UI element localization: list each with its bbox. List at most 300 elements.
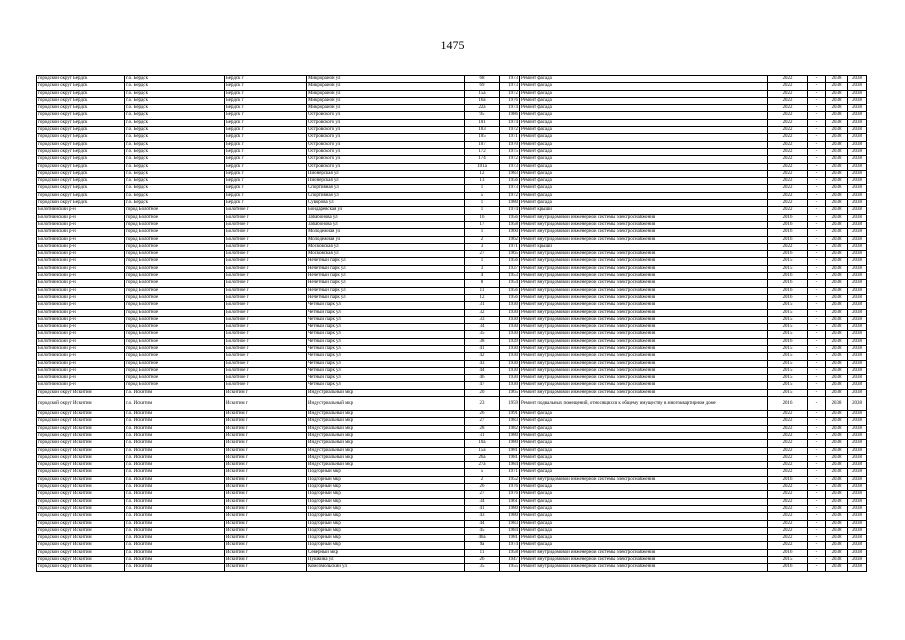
cell-settlement: город Болотное	[125, 243, 225, 250]
cell-settlement: г.о. Бердск	[125, 112, 225, 119]
cell-work-type: Ремонт фасада	[520, 134, 768, 141]
cell-year: 1961	[500, 498, 520, 505]
cell-work-type: Ремонт фасада	[520, 505, 768, 512]
cell-plan-year: 2022	[768, 505, 808, 512]
cell-street: Нечетный парк ул	[307, 273, 465, 280]
cell-end-year: 2038	[848, 236, 867, 243]
cell-start-year: 2038	[826, 97, 848, 104]
cell-settlement: г.о. Искитим	[125, 527, 225, 534]
cell-house: 2	[465, 236, 500, 243]
cell-dash: -	[808, 170, 826, 177]
cell-work-type: Ремонт фасада	[520, 462, 768, 469]
cell-plan-year: 2022	[768, 207, 808, 214]
cell-plan-year: 2015	[768, 345, 808, 352]
cell-house: 13	[465, 178, 500, 185]
cell-street: Индустриальный мкр	[307, 454, 465, 461]
cell-work-type: Ремонт фасада	[520, 425, 768, 432]
cell-locality: Болотное г	[225, 309, 307, 316]
cell-house: 11	[465, 287, 500, 294]
cell-year: 1956	[500, 258, 520, 265]
cell-end-year: 2038	[848, 353, 867, 360]
cell-municipality: городской округ Искитим	[37, 513, 125, 520]
cell-locality: Бердск г	[225, 200, 307, 207]
cell-settlement: город Болотное	[125, 258, 225, 265]
cell-work-type: Ремонт внутридомовой инженерной системы электроснабжения	[520, 375, 768, 382]
cell-house: 28	[465, 425, 500, 432]
cell-plan-year: 2022	[768, 418, 808, 425]
cell-municipality: Болотнинский р-н	[37, 316, 125, 323]
cell-locality: Искитим г	[225, 418, 307, 425]
cell-settlement: город Болотное	[125, 229, 225, 236]
cell-end-year: 2038	[848, 484, 867, 491]
cell-end-year: 2038	[848, 156, 867, 163]
cell-year: 1930	[500, 316, 520, 323]
cell-plan-year: 2016	[768, 287, 808, 294]
cell-dash: -	[808, 418, 826, 425]
cell-dash: -	[808, 156, 826, 163]
cell-dash: -	[808, 273, 826, 280]
cell-start-year: 2038	[826, 251, 848, 258]
cell-house: 9а	[465, 542, 500, 549]
table-row	[37, 134, 867, 141]
cell-street: Молодежная ул	[307, 236, 465, 243]
cell-municipality: городской округ Бердск	[37, 148, 125, 155]
cell-municipality: городской округ Искитим	[37, 462, 125, 469]
table-row	[37, 105, 867, 112]
cell-plan-year: 2015	[768, 302, 808, 309]
cell-settlement: г.о. Искитим	[125, 505, 225, 512]
cell-municipality: городской округ Искитим	[37, 476, 125, 483]
cell-plan-year: 2022	[768, 447, 808, 454]
cell-municipality: городской округ Бердск	[37, 141, 125, 148]
cell-municipality: городской округ Бердск	[37, 127, 125, 134]
cell-start-year: 2038	[826, 513, 848, 520]
cell-start-year: 2038	[826, 119, 848, 126]
cell-end-year: 2038	[848, 432, 867, 439]
cell-year: 1971	[500, 134, 520, 141]
cell-work-type: Ремонт фасада	[520, 418, 768, 425]
cell-year: 1973	[500, 83, 520, 90]
cell-end-year: 2038	[848, 505, 867, 512]
cell-end-year: 2038	[848, 549, 867, 556]
cell-dash: -	[808, 119, 826, 126]
table-row	[37, 156, 867, 163]
cell-settlement: г.о. Искитим	[125, 549, 225, 556]
cell-settlement: г.о. Бердск	[125, 200, 225, 207]
cell-year: 1971	[500, 243, 520, 250]
cell-year: 1930	[500, 302, 520, 309]
cell-settlement: город Болотное	[125, 316, 225, 323]
cell-year: 1976	[500, 484, 520, 491]
cell-end-year: 2038	[848, 411, 867, 418]
cell-municipality: Болотнинский р-н	[37, 360, 125, 367]
cell-start-year: 2038	[826, 564, 848, 571]
cell-year: 1960	[500, 229, 520, 236]
cell-end-year: 2038	[848, 564, 867, 571]
cell-house: 33	[465, 316, 500, 323]
cell-locality: Искитим г	[225, 498, 307, 505]
cell-year: 1952	[500, 476, 520, 483]
cell-year: 1958	[500, 221, 520, 228]
cell-house: 27а	[465, 462, 500, 469]
cell-dash: -	[808, 163, 826, 170]
cell-end-year: 2038	[848, 76, 867, 83]
table-row	[37, 251, 867, 258]
table-row	[37, 236, 867, 243]
cell-street: Комсомольский ул	[307, 564, 465, 571]
cell-dash: -	[808, 251, 826, 258]
cell-plan-year: 2022	[768, 542, 808, 549]
cell-dash: -	[808, 324, 826, 331]
cell-end-year: 2038	[848, 324, 867, 331]
cell-locality: Бердск г	[225, 134, 307, 141]
cell-municipality: Болотнинский р-н	[37, 294, 125, 301]
cell-municipality: городской округ Бердск	[37, 83, 125, 90]
cell-settlement: г.о. Искитим	[125, 564, 225, 571]
cell-settlement: г.о. Искитим	[125, 520, 225, 527]
cell-start-year: 2038	[826, 134, 848, 141]
cell-start-year: 2038	[826, 302, 848, 309]
cell-start-year: 2038	[826, 454, 848, 461]
cell-settlement: г.о. Бердск	[125, 90, 225, 97]
cell-end-year: 2038	[848, 119, 867, 126]
cell-locality: Бердск г	[225, 156, 307, 163]
cell-plan-year: 2022	[768, 105, 808, 112]
cell-settlement: город Болотное	[125, 338, 225, 345]
cell-end-year: 2038	[848, 309, 867, 316]
cell-year: 1947	[500, 557, 520, 564]
cell-start-year: 2038	[826, 375, 848, 382]
cell-year: 1973	[500, 163, 520, 170]
cell-house: 26	[465, 557, 500, 564]
cell-dash: -	[808, 440, 826, 447]
cell-house: 17	[465, 221, 500, 228]
cell-start-year: 2038	[826, 469, 848, 476]
cell-end-year: 2038	[848, 418, 867, 425]
cell-year: 1970	[500, 141, 520, 148]
cell-year: 1962	[500, 236, 520, 243]
cell-work-type: Ремонт крыши	[520, 207, 768, 214]
cell-year: 1983	[500, 418, 520, 425]
cell-locality: Искитим г	[225, 425, 307, 432]
cell-plan-year: 2016	[768, 273, 808, 280]
cell-year: 1980	[500, 505, 520, 512]
cell-work-type: Ремонт фасада	[520, 83, 768, 90]
cell-settlement: г.о. Искитим	[125, 454, 225, 461]
cell-house: 101	[465, 119, 500, 126]
cell-year: 1930	[500, 360, 520, 367]
cell-settlement: город Болотное	[125, 214, 225, 221]
cell-locality: Искитим г	[225, 505, 307, 512]
cell-start-year: 2038	[826, 258, 848, 265]
cell-year: 1971	[500, 469, 520, 476]
cell-municipality: Болотнинский р-н	[37, 375, 125, 382]
cell-dash: -	[808, 353, 826, 360]
cell-dash: -	[808, 432, 826, 439]
cell-dash: -	[808, 367, 826, 374]
cell-end-year: 2038	[848, 389, 867, 396]
cell-plan-year: 2016	[768, 221, 808, 228]
cell-work-type: Ремонт фасада	[520, 119, 768, 126]
cell-street: Нечетный парк ул	[307, 280, 465, 287]
cell-plan-year: 2022	[768, 185, 808, 192]
cell-end-year: 2038	[848, 243, 867, 250]
cell-work-type: Ремонт фасада	[520, 192, 768, 199]
cell-end-year: 2038	[848, 280, 867, 287]
table-row	[37, 331, 867, 338]
cell-house: 27	[465, 251, 500, 258]
table-row	[37, 265, 867, 272]
cell-municipality: городской округ Бердск	[37, 200, 125, 207]
cell-locality: Искитим г	[225, 432, 307, 439]
table-row	[37, 491, 867, 498]
cell-house: 42	[465, 353, 500, 360]
cell-settlement: город Болотное	[125, 294, 225, 301]
cell-end-year: 2038	[848, 382, 867, 389]
cell-house: 1	[465, 229, 500, 236]
cell-start-year: 2038	[826, 367, 848, 374]
table-row	[37, 207, 867, 214]
cell-year: 1930	[500, 309, 520, 316]
cell-municipality: Болотнинский р-н	[37, 382, 125, 389]
cell-start-year: 2038	[826, 527, 848, 534]
cell-settlement: город Болотное	[125, 302, 225, 309]
cell-locality: Болотное г	[225, 207, 307, 214]
cell-street: Индустриальный мкр	[307, 425, 465, 432]
cell-locality: Болотное г	[225, 324, 307, 331]
cell-start-year: 2038	[826, 185, 848, 192]
cell-settlement: г.о. Бердск	[125, 83, 225, 90]
cell-settlement: город Болотное	[125, 273, 225, 280]
cell-locality: Болотное г	[225, 375, 307, 382]
cell-locality: Болотное г	[225, 302, 307, 309]
cell-locality: Болотное г	[225, 294, 307, 301]
cell-end-year: 2038	[848, 200, 867, 207]
cell-work-type: Ремонт внутридомовой инженерной системы электроснабжения	[520, 265, 768, 272]
cell-start-year: 2038	[826, 105, 848, 112]
cell-street: Северный мкр	[307, 549, 465, 556]
cell-plan-year: 2016	[768, 564, 808, 571]
cell-plan-year: 2022	[768, 491, 808, 498]
cell-dash: -	[808, 549, 826, 556]
cell-work-type: Ремонт внутридомовой инженерной системы электроснабжения	[520, 280, 768, 287]
cell-locality: Болотное г	[225, 221, 307, 228]
cell-municipality: городской округ Бердск	[37, 156, 125, 163]
cell-plan-year: 2015	[768, 309, 808, 316]
cell-plan-year: 2015	[768, 258, 808, 265]
cell-work-type: Ремонт фасада	[520, 527, 768, 534]
cell-house: 44	[465, 367, 500, 374]
table-row	[37, 535, 867, 542]
cell-start-year: 2038	[826, 331, 848, 338]
cell-start-year: 2038	[826, 535, 848, 542]
table-row	[37, 505, 867, 512]
cell-end-year: 2038	[848, 397, 867, 411]
cell-year: 1956	[500, 214, 520, 221]
cell-plan-year: 2022	[768, 141, 808, 148]
cell-year: 1980	[500, 440, 520, 447]
cell-dash: -	[808, 76, 826, 83]
cell-year: 1956	[500, 178, 520, 185]
cell-house: 27	[465, 418, 500, 425]
cell-work-type: Ремонт внутридомовой инженерной системы электроснабжения	[520, 345, 768, 352]
cell-dash: -	[808, 148, 826, 155]
cell-plan-year: 2022	[768, 112, 808, 119]
table-row	[37, 200, 867, 207]
cell-plan-year: 2022	[768, 97, 808, 104]
cell-start-year: 2038	[826, 484, 848, 491]
table-row	[37, 367, 867, 374]
cell-year: 1930	[500, 331, 520, 338]
cell-dash: -	[808, 382, 826, 389]
table-row	[37, 411, 867, 418]
cell-work-type: Ремонт фасада	[520, 105, 768, 112]
cell-start-year: 2038	[826, 382, 848, 389]
cell-street: Индустриальный мкр	[307, 447, 465, 454]
cell-settlement: город Болотное	[125, 251, 225, 258]
cell-locality: Болотное г	[225, 367, 307, 374]
cell-municipality: Болотнинский р-н	[37, 280, 125, 287]
table-row	[37, 221, 867, 228]
cell-dash: -	[808, 375, 826, 382]
cell-street: Подгорный мкр	[307, 520, 465, 527]
cell-locality: Болотное г	[225, 280, 307, 287]
cell-locality: Болотное г	[225, 345, 307, 352]
cell-work-type: Ремонт фасада	[520, 535, 768, 542]
cell-year: 1965	[500, 251, 520, 258]
cell-plan-year: 2022	[768, 134, 808, 141]
cell-house: 43	[465, 360, 500, 367]
cell-year: 1930	[500, 324, 520, 331]
cell-dash: -	[808, 243, 826, 250]
cell-house: 1	[465, 258, 500, 265]
cell-locality: Искитим г	[225, 447, 307, 454]
cell-plan-year: 2015	[768, 360, 808, 367]
cell-dash: -	[808, 447, 826, 454]
cell-locality: Искитим г	[225, 476, 307, 483]
cell-year: 1981	[500, 447, 520, 454]
cell-municipality: городской округ Искитим	[37, 454, 125, 461]
cell-start-year: 2038	[826, 141, 848, 148]
cell-end-year: 2038	[848, 557, 867, 564]
cell-settlement: г.о. Бердск	[125, 178, 225, 185]
cell-plan-year: 2016	[768, 476, 808, 483]
cell-year: 1965	[500, 389, 520, 396]
cell-dash: -	[808, 557, 826, 564]
cell-house: 5	[465, 469, 500, 476]
cell-house: 46а	[465, 535, 500, 542]
cell-house: 26	[465, 484, 500, 491]
cell-house: 105	[465, 134, 500, 141]
cell-settlement: г.о. Бердск	[125, 170, 225, 177]
cell-year: 1974	[500, 207, 520, 214]
cell-year: 1983	[500, 520, 520, 527]
cell-end-year: 2038	[848, 163, 867, 170]
cell-settlement: город Болотное	[125, 331, 225, 338]
cell-start-year: 2038	[826, 549, 848, 556]
cell-house: 45	[465, 527, 500, 534]
cell-locality: Болотное г	[225, 382, 307, 389]
cell-dash: -	[808, 287, 826, 294]
cell-street: Четный парк ул	[307, 331, 465, 338]
cell-year: 1984	[500, 527, 520, 534]
cell-plan-year: 2016	[768, 280, 808, 287]
cell-start-year: 2038	[826, 287, 848, 294]
cell-end-year: 2038	[848, 498, 867, 505]
cell-end-year: 2038	[848, 360, 867, 367]
cell-dash: -	[808, 192, 826, 199]
cell-house: 43	[465, 513, 500, 520]
cell-end-year: 2038	[848, 251, 867, 258]
cell-house: 5	[465, 192, 500, 199]
cell-work-type: Ремонт внутридомовой инженерной системы электроснабжения	[520, 564, 768, 571]
cell-street: Островского ул	[307, 141, 465, 148]
cell-plan-year: 2015	[768, 382, 808, 389]
table-row	[37, 178, 867, 185]
cell-dash: -	[808, 331, 826, 338]
cell-plan-year: 2022	[768, 535, 808, 542]
cell-start-year: 2038	[826, 280, 848, 287]
cell-plan-year: 2015	[768, 389, 808, 396]
cell-year: 1991	[500, 411, 520, 418]
cell-street: Островского ул	[307, 127, 465, 134]
cell-dash: -	[808, 462, 826, 469]
cell-municipality: городской округ Бердск	[37, 105, 125, 112]
cell-settlement: г.о. Бердск	[125, 163, 225, 170]
cell-dash: -	[808, 97, 826, 104]
cell-house: 172	[465, 148, 500, 155]
cell-street: Индустриальный мкр	[307, 397, 465, 411]
table-row	[37, 360, 867, 367]
cell-end-year: 2038	[848, 105, 867, 112]
cell-locality: Искитим г	[225, 397, 307, 411]
cell-work-type: Ремонт фасада	[520, 200, 768, 207]
cell-municipality: Болотнинский р-н	[37, 353, 125, 360]
table-row	[37, 345, 867, 352]
cell-work-type: Ремонт внутридомовой инженерной системы электроснабжения	[520, 229, 768, 236]
table-row	[37, 397, 867, 411]
cell-street: Четный парк ул	[307, 338, 465, 345]
cell-locality: Болотное г	[225, 353, 307, 360]
cell-work-type: Ремонт фасада	[520, 97, 768, 104]
cell-locality: Бердск г	[225, 105, 307, 112]
table-row	[37, 90, 867, 97]
cell-start-year: 2038	[826, 316, 848, 323]
cell-plan-year: 2022	[768, 170, 808, 177]
cell-house: 31	[465, 302, 500, 309]
cell-year: 1980	[500, 513, 520, 520]
cell-dash: -	[808, 564, 826, 571]
cell-start-year: 2038	[826, 229, 848, 236]
table-row	[37, 462, 867, 469]
cell-dash: -	[808, 542, 826, 549]
cell-dash: -	[808, 411, 826, 418]
cell-plan-year: 2022	[768, 432, 808, 439]
cell-dash: -	[808, 258, 826, 265]
cell-locality: Бердск г	[225, 163, 307, 170]
cell-settlement: г.о. Искитим	[125, 469, 225, 476]
cell-year: 1953	[500, 273, 520, 280]
cell-work-type: Ремонт фасада	[520, 454, 768, 461]
table-row	[37, 83, 867, 90]
cell-street: Островского ул	[307, 156, 465, 163]
cell-street: Островского ул	[307, 119, 465, 126]
cell-dash: -	[808, 527, 826, 534]
cell-plan-year: 2022	[768, 76, 808, 83]
cell-municipality: городской округ Искитим	[37, 557, 125, 564]
cell-start-year: 2038	[826, 491, 848, 498]
cell-end-year: 2038	[848, 112, 867, 119]
